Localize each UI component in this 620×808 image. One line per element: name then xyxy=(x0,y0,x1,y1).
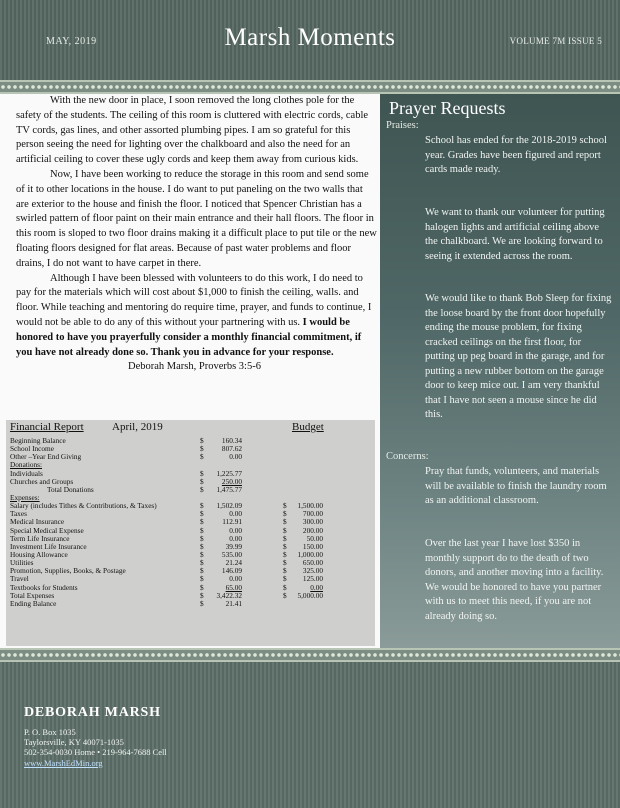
budget-amount: 650.00 xyxy=(302,558,323,568)
financial-row-label: Other –Year End Giving xyxy=(10,452,82,462)
decorative-border-top xyxy=(0,80,620,94)
actual-amount: 1,475.77 xyxy=(216,484,242,494)
financial-row-label: Expenses: xyxy=(10,492,40,502)
financial-row xyxy=(10,437,372,445)
concern-item-2: Over the last year I have lost $350 in monthly support do to the death of two donors, and another moving into a facility. We would be honored to have you partner with us to meet this need, if you are not already doing so. xyxy=(425,538,604,622)
budget-amount: 125.00 xyxy=(302,574,323,584)
actual-amount: 112.91 xyxy=(222,517,242,527)
financial-row-label: Total Donations xyxy=(47,484,94,494)
financial-row-label: Utilities xyxy=(10,558,34,568)
financial-row-label: Special Medical Expense xyxy=(10,525,84,535)
financial-row-label: Total Expenses xyxy=(10,590,55,600)
budget-currency-sign: $ xyxy=(283,574,287,584)
contact-name: DEBORAH MARSH xyxy=(24,705,161,720)
actual-amount: 0.00 xyxy=(229,525,242,535)
budget-amount: 200.00 xyxy=(302,525,323,535)
actual-amount: 146.09 xyxy=(221,566,242,576)
financial-rows xyxy=(10,437,372,608)
contact-city: Taylorsville, KY 40071-1035 xyxy=(24,737,124,747)
financial-row-label: Beginning Balance xyxy=(10,436,66,445)
actual-currency-sign: $ xyxy=(200,541,204,551)
financial-row-label: Term Life Insurance xyxy=(10,533,70,543)
concern-item-1: Pray that funds, volunteers, and materials will be available to finish the laundry room as an additional classroom. xyxy=(425,466,607,506)
budget-column-header: Budget xyxy=(292,421,324,433)
contact-phones: 502-354-0030 Home • 219-964-7688 Cell xyxy=(24,747,167,757)
prayer-requests-panel xyxy=(380,94,620,648)
decorative-border-bottom xyxy=(0,648,620,662)
budget-currency-sign: $ xyxy=(283,549,287,559)
actual-currency-sign: $ xyxy=(200,517,204,527)
article-paragraph-3 xyxy=(16,272,378,361)
actual-amount: 1,225.77 xyxy=(216,468,242,478)
actual-amount: 39.99 xyxy=(225,541,242,551)
actual-currency-sign: $ xyxy=(200,509,204,519)
actual-amount: 0.00 xyxy=(229,533,242,543)
actual-currency-sign: $ xyxy=(200,558,204,568)
actual-currency-sign: $ xyxy=(200,598,204,608)
article-appeal-bold: I would be honored to have you prayerfully consider a monthly financial commitment, if you have not already done so. Thank you in advance for your response. xyxy=(16,316,362,358)
financial-row-label: Medical Insurance xyxy=(10,517,65,527)
financial-row xyxy=(10,486,372,494)
actual-currency-sign: $ xyxy=(200,484,204,494)
financial-report xyxy=(6,420,375,646)
actual-currency-sign: $ xyxy=(200,476,204,486)
concerns-label: Concerns: xyxy=(386,451,429,462)
budget-amount: 325.00 xyxy=(302,566,323,576)
actual-amount: 160.34 xyxy=(221,436,242,445)
contact-footer xyxy=(0,662,620,808)
actual-amount: 21.41 xyxy=(225,598,242,608)
praises-label: Praises: xyxy=(386,120,419,131)
financial-row xyxy=(10,592,372,600)
financial-row xyxy=(10,600,372,608)
budget-amount: 300.00 xyxy=(302,517,323,527)
contact-po-box: P. O. Box 1035 xyxy=(24,727,76,737)
actual-currency-sign: $ xyxy=(200,574,204,584)
actual-amount: 250.00 xyxy=(221,476,242,486)
financial-row-label: Ending Balance xyxy=(10,598,57,608)
financial-row-label: Churches and Groups xyxy=(10,476,74,486)
financial-row-label: Salary (includes Tithes & Contributions, & Taxes) xyxy=(10,501,157,511)
financial-row-label: Taxes xyxy=(10,509,27,519)
financial-row-label: Textbooks for Students xyxy=(10,582,78,592)
actual-currency-sign: $ xyxy=(200,501,204,511)
financial-row-label: Investment Life Insurance xyxy=(10,541,87,551)
actual-currency-sign: $ xyxy=(200,444,204,454)
actual-amount: 3,422.32 xyxy=(216,590,242,600)
actual-amount: 1,502.09 xyxy=(216,501,242,511)
article-paragraph-1: With the new door in place, I soon removed the long clothes pole for the safety of the students. The ceiling of this room is cluttered with electric cords, cable TV cords, gas lines, and other assorted plumbing pipes. I am so grateful for this person seeing the need for lighting over the chalkboard and also the need for an artificial ceiling to cover these ugly cords and keep them away from curious kids. xyxy=(16,95,369,166)
actual-amount: 535.00 xyxy=(221,549,242,559)
budget-currency-sign: $ xyxy=(283,501,287,511)
praise-item-2: We want to thank our volunteer for putting halogen lights and artificial ceiling above the chalkboard. We are looking forward to seeing it extended across the room. xyxy=(425,207,605,262)
budget-currency-sign: $ xyxy=(283,566,287,576)
actual-amount: 65.00 xyxy=(225,582,242,592)
financial-row-label: Promotion, Supplies, Books, & Postage xyxy=(10,566,126,576)
article-paragraph-2: Now, I have been working to reduce the storage in this room and send some of it to other locations in the house. I do want to put paneling on the two walls that are exterior to the house and finish the floor. I noticed that Spencer Christian has a swirled pattern of floor paint on their main entrance and their hall floors. The floor in this room is sloped to two floor drains making it a difficult place to put tile or the new floating floors designed for flat areas. Because of past water problems and floor drains, I do not want to have carpet in there. xyxy=(16,168,377,269)
budget-currency-sign: $ xyxy=(283,509,287,519)
actual-currency-sign: $ xyxy=(200,582,204,592)
actual-currency-sign: $ xyxy=(200,590,204,600)
budget-amount: 700.00 xyxy=(302,509,323,519)
budget-amount: 5,000.00 xyxy=(297,590,323,600)
budget-amount: 50.00 xyxy=(306,533,323,543)
budget-currency-sign: $ xyxy=(283,541,287,551)
budget-currency-sign: $ xyxy=(283,558,287,568)
budget-amount: 0.00 xyxy=(310,582,323,592)
actual-currency-sign: $ xyxy=(200,468,204,478)
budget-currency-sign: $ xyxy=(283,582,287,592)
actual-currency-sign: $ xyxy=(200,566,204,576)
website-link[interactable]: www.MarshEdMin.org xyxy=(24,758,103,768)
budget-currency-sign: $ xyxy=(283,517,287,527)
actual-currency-sign: $ xyxy=(200,525,204,535)
financial-row-label: Travel xyxy=(10,574,29,584)
financial-report-title: Financial Report xyxy=(10,421,84,433)
actual-amount: 21.24 xyxy=(225,558,242,568)
budget-amount: 150.00 xyxy=(302,541,323,551)
financial-row xyxy=(10,461,372,469)
financial-row xyxy=(10,453,372,461)
financial-report-month: April, 2019 xyxy=(112,421,163,433)
issue-date: MAY, 2019 xyxy=(46,36,97,47)
budget-amount: 1,500.00 xyxy=(297,501,323,511)
article-paragraph-3-text: Although I have been blessed with volunteers to do this work, I do need to pay for the materials which will cost about $1,000 to finish the ceiling, walls. and floor. While teaching and mentoring do require time, prayer, and funds to continue, I would not be able to do any of this without your partnering with us. xyxy=(16,272,372,328)
financial-row-label: Housing Allowance xyxy=(10,549,68,559)
actual-amount: 807.62 xyxy=(221,444,242,454)
issue-volume: VOLUME 7M ISSUE 5 xyxy=(509,36,602,46)
financial-row-label: School Income xyxy=(10,444,54,454)
newsletter-title: Marsh Moments xyxy=(224,24,396,51)
budget-currency-sign: $ xyxy=(283,590,287,600)
budget-currency-sign: $ xyxy=(283,525,287,535)
actual-amount: 0.00 xyxy=(229,509,242,519)
actual-amount: 0.00 xyxy=(229,452,242,462)
actual-currency-sign: $ xyxy=(200,452,204,462)
main-article xyxy=(16,94,378,375)
financial-row-label: Donations: xyxy=(10,460,43,470)
prayer-requests-title: Prayer Requests xyxy=(389,98,506,118)
actual-currency-sign: $ xyxy=(200,533,204,543)
financial-row-label: Individuals xyxy=(10,468,43,478)
budget-currency-sign: $ xyxy=(283,533,287,543)
newsletter-header xyxy=(0,0,620,80)
praise-item-1: School has ended for the 2018-2019 school year. Grades have been figured and report cards made ready. xyxy=(425,135,607,175)
actual-currency-sign: $ xyxy=(200,436,204,445)
actual-currency-sign: $ xyxy=(200,549,204,559)
budget-amount: 1,000.00 xyxy=(297,549,323,559)
actual-amount: 0.00 xyxy=(229,574,242,584)
praise-item-3: We would like to thank Bob Sleep for fixing the loose board by the front door hopefully ending the mouse problem, for fixing cracked ceilings on the first floor, for putting up peg board in the garage, and for putting a new rubber bottom on the garage door to keep mice out. I am very thankful that I have not seen a mouse since he did this. xyxy=(425,293,612,420)
article-signature: Deborah Marsh, Proverbs 3:5-6 xyxy=(128,361,261,373)
